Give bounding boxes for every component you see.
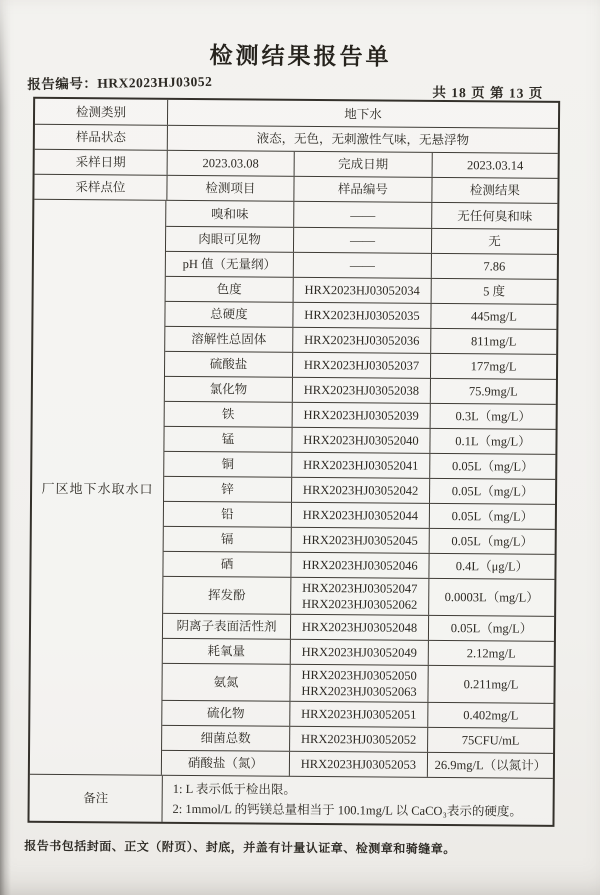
results-body [30,199,557,778]
result-item-name: 硝酸盐（氮） [187,756,264,771]
result-item-name: 肉眼可见物 [198,232,261,247]
result-item-name: 锌 [221,482,234,497]
result-value: 无任何臭和味 [431,203,557,229]
result-sample-number: HRX2023HJ03052048 [290,615,428,640]
result-sample-number: HRX2023HJ03052041 [291,453,429,478]
result-row [162,725,553,753]
result-row [163,576,554,616]
result-row [163,638,554,666]
result-value: 0.05L（mg/L） [428,616,554,641]
result-row [165,351,556,379]
result-row [165,301,556,329]
sampling-date-value: 2023.03.08 [167,151,294,176]
result-row [165,376,556,404]
result-item-name: 挥发酚 [207,588,246,603]
result-value: 445mg/L [430,304,556,329]
result-item-name: 铅 [221,507,234,522]
result-item-name: 硫酸盐 [209,357,248,372]
result-row [165,401,556,429]
result-sample-number: HRX2023HJ03052052 [289,727,427,752]
result-value: 0.05L（mg/L） [429,479,555,504]
result-row [162,700,553,728]
result-row [166,201,557,229]
result-value: 75.9mg/L [430,379,556,404]
result-sample-number: HRX2023HJ03052053 [289,752,427,777]
category-value: 地下水 [167,100,558,128]
report-number: 报告编号：HRX2023HJ03052 [27,73,213,93]
result-item-name: 嗅和味 [210,206,249,221]
column-header-result: 检测结果 [431,178,557,203]
result-value: 2.12mg/L [428,641,554,666]
result-sample-number: HRX2023HJ03052034 [293,278,431,303]
result-value: 26.9mg/L（以氮计） [427,753,553,778]
result-value: 0.0003L（mg/L） [428,579,554,616]
result-value: 0.05L（mg/L） [429,529,555,554]
result-value: 811mg/L [430,329,556,354]
row-column-headers [34,174,557,203]
result-row [164,526,555,554]
results-table [27,97,560,827]
category-label: 检测类别 [75,104,127,120]
result-row [166,226,557,254]
remark-content [161,776,552,825]
result-item-name: 溶解性总固体 [191,332,267,347]
finish-date-value: 2023.03.14 [432,153,558,178]
result-value: 5 度 [431,279,557,304]
result-item-name: 硫化物 [207,706,245,721]
row-category [35,99,558,128]
result-sample-number: HRX2023HJ03052047 HRX2023HJ03052062 [290,578,428,615]
page-count: 共 18 页 第 13 页 [432,84,544,101]
result-value: 0.4L（μg/L） [428,554,554,579]
result-value: 0.3L（mg/L） [430,404,556,429]
result-item-name: 耗氧量 [207,644,246,659]
sampling-point-label: 采样点位 [75,180,126,195]
column-header-item: 检测项目 [166,176,293,201]
result-sample-number: HRX2023HJ03052040 [291,428,429,453]
result-row [166,276,557,304]
result-item-name: 色度 [216,282,242,297]
sample-state-value: 液态，无色，无刺激性气味，无悬浮物 [167,126,558,153]
result-value: 0.211mg/L [427,666,553,703]
result-row [162,750,553,778]
result-value: 75CFU/mL [427,728,553,753]
result-sample-number: —— [293,253,431,278]
result-sample-number: HRX2023HJ03052045 [291,528,429,553]
result-value: 0.05L（mg/L） [429,504,555,529]
result-sample-number: HRX2023HJ03052037 [292,353,430,378]
result-item-name: 氯化物 [209,382,248,397]
result-sample-number: —— [293,202,431,228]
result-sample-number: HRX2023HJ03052038 [292,378,430,403]
result-row [163,551,554,579]
result-sample-number: HRX2023HJ03052049 [290,640,428,665]
result-sample-number: HRX2023HJ03052035 [292,303,430,328]
sampling-date-label: 采样日期 [75,155,126,170]
result-row [164,476,555,504]
result-value: 无 [431,229,557,254]
result-row [164,426,555,454]
result-value: 0.402mg/L [427,703,553,728]
result-row [164,451,555,479]
page-title: 检测结果报告单 [209,43,392,70]
result-value: 0.05L（mg/L） [429,454,555,479]
result-value: 0.1L（mg/L） [429,429,555,454]
sampling-point-value: 厂区地下水取水口 [30,200,167,775]
result-value: 7.86 [431,254,557,279]
result-sample-number: HRX2023HJ03052050 HRX2023HJ03052063 [289,665,427,702]
result-row [163,613,554,641]
row-remark [29,774,552,825]
result-item-name: 镉 [220,532,234,547]
footer-note: 报告书包括封面、正文（附页）、封底，并盖有计量认证章、检测章和骑缝章。 [24,838,456,857]
sample-state-label: 样品状态 [75,130,126,145]
remark-line-2: 2: 1mmol/L 的钙镁总量相当于 100.1mg/L 以 CaCO₃表示的硬度。 [172,801,522,819]
result-item-name: 总硬度 [210,307,248,322]
result-sample-number: —— [293,228,431,253]
result-row [165,326,556,354]
result-item-name: pH 值（无量纲） [182,256,277,272]
column-header-sample-no: 样品编号 [293,177,431,202]
result-row [162,663,553,703]
result-item-name: 锰 [221,432,235,447]
result-item-name: 阴离子表面活性剂 [176,618,277,634]
finish-date-label: 完成日期 [294,152,432,177]
result-item-name: 细菌总数 [200,731,251,746]
result-row [164,501,555,529]
result-value: 177mg/L [430,354,556,379]
result-row [166,251,557,279]
result-item-name: 氨氮 [213,675,239,690]
result-item-name: 铜 [221,457,235,472]
result-sample-number: HRX2023HJ03052042 [291,478,429,503]
result-sample-number: HRX2023HJ03052036 [292,328,430,353]
remark-label: 备注 [83,791,109,806]
row-dates [35,149,558,178]
result-item-name: 硒 [220,557,234,572]
result-sample-number: HRX2023HJ03052051 [289,702,427,727]
result-rows [162,201,557,778]
result-sample-number: HRX2023HJ03052046 [290,553,428,578]
result-sample-number: HRX2023HJ03052039 [292,403,430,428]
remark-line-1: 1: L 表示低于检出限。 [172,781,296,797]
result-item-name: 铁 [221,407,235,422]
result-sample-number: HRX2023HJ03052044 [291,503,429,528]
row-sample-state [35,124,558,153]
